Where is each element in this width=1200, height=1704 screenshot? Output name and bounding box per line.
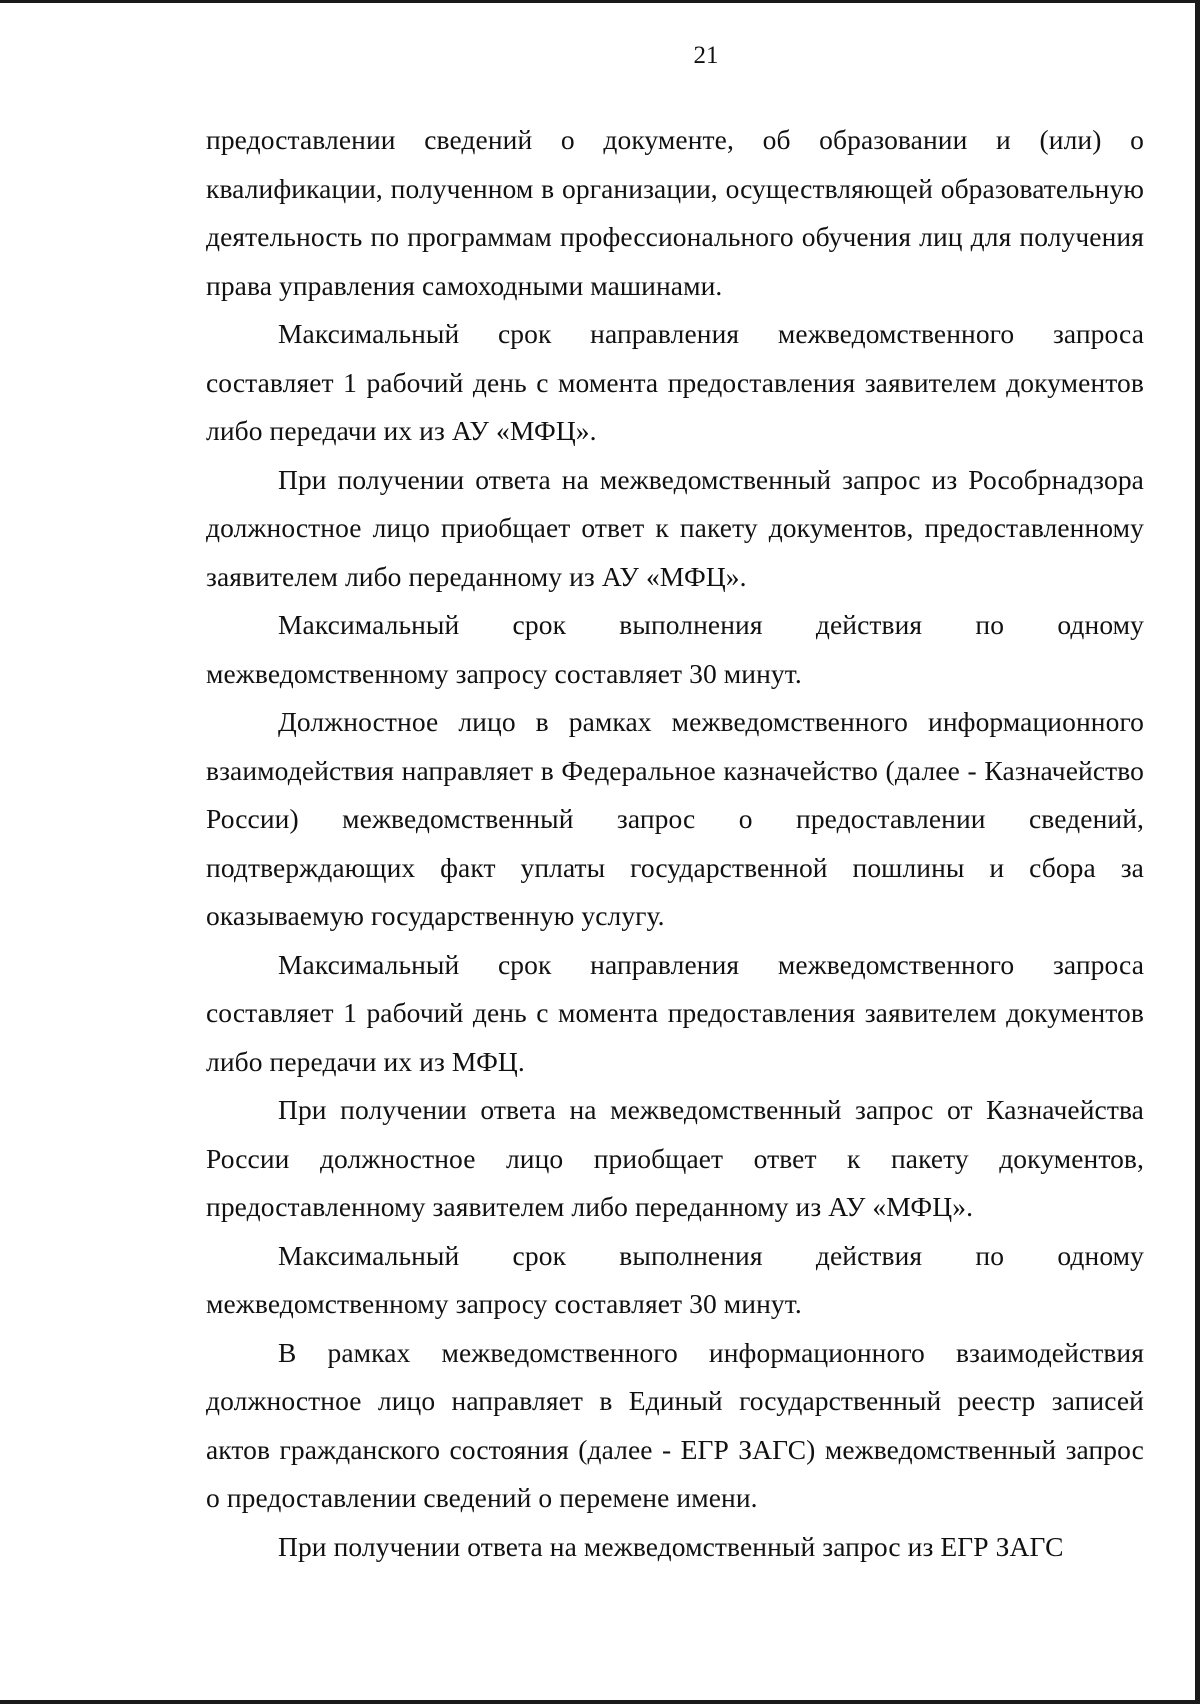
document-body xyxy=(206,116,1144,1571)
paragraph-deadline-action-1: Максимальный срок выполнения действия по одному межведомственному запросу составляет 30 минут. xyxy=(206,609,1144,689)
paragraph-rosobrnadzor-response: При получении ответа на межведомственный запрос из Рособрнадзора должностное лицо приобщает ответ к пакету документов, предоставленному заявителем либо переданному из АУ «МФЦ». xyxy=(206,463,1144,592)
paragraph-deadline-request-1: Максимальный срок направления межведомственного запроса составляет 1 рабочий день с момента предоставления заявителем документов либо передачи их из АУ «МФЦ». xyxy=(206,318,1144,446)
page-number: 21 xyxy=(693,42,719,69)
paragraph-treasury-response: При получении ответа на межведомственный запрос от Казначейства России должностное лицо приобщает ответ к пакету документов, предоставленному заявителем либо переданному из АУ «МФЦ». xyxy=(206,1094,1144,1222)
paragraph-zags-response: При получении ответа на межведомственный запрос из ЕГР ЗАГС xyxy=(278,1530,1064,1562)
paragraph-deadline-request-2: Максимальный срок направления межведомственного запроса составляет 1 рабочий день с момента предоставления заявителем документов либо передачи их из МФЦ. xyxy=(206,948,1144,1077)
paragraph-zags-request: В рамках межведомственного информационного взаимодействия должностное лицо направляет в Единый государственный реестр записей актов гражданского состояния (далее - ЕГР ЗАГС) межведомственный запрос о предоставлении сведений о перемене имени. xyxy=(206,1336,1144,1513)
paragraph-continuation: предоставлении сведений о документе, об образовании и (или) о квалификации, полученном в организации, осуществляющей образовательную деятельность по программам профессионального обучения лиц для получения права управления самоходными машинами. xyxy=(206,124,1144,301)
paragraph-treasury-request: Должностное лицо в рамках межведомственного информационного взаимодействия направляет в Федеральное казначейство (далее - Казначейство России) межведомственный запрос о предоставлении сведений, подтверждающих факт уплаты государственной пошлины и сбора за оказываемую государственную услугу. xyxy=(206,706,1144,931)
paragraph-deadline-action-2: Максимальный срок выполнения действия по одному межведомственному запросу составляет 30 минут. xyxy=(206,1239,1144,1319)
